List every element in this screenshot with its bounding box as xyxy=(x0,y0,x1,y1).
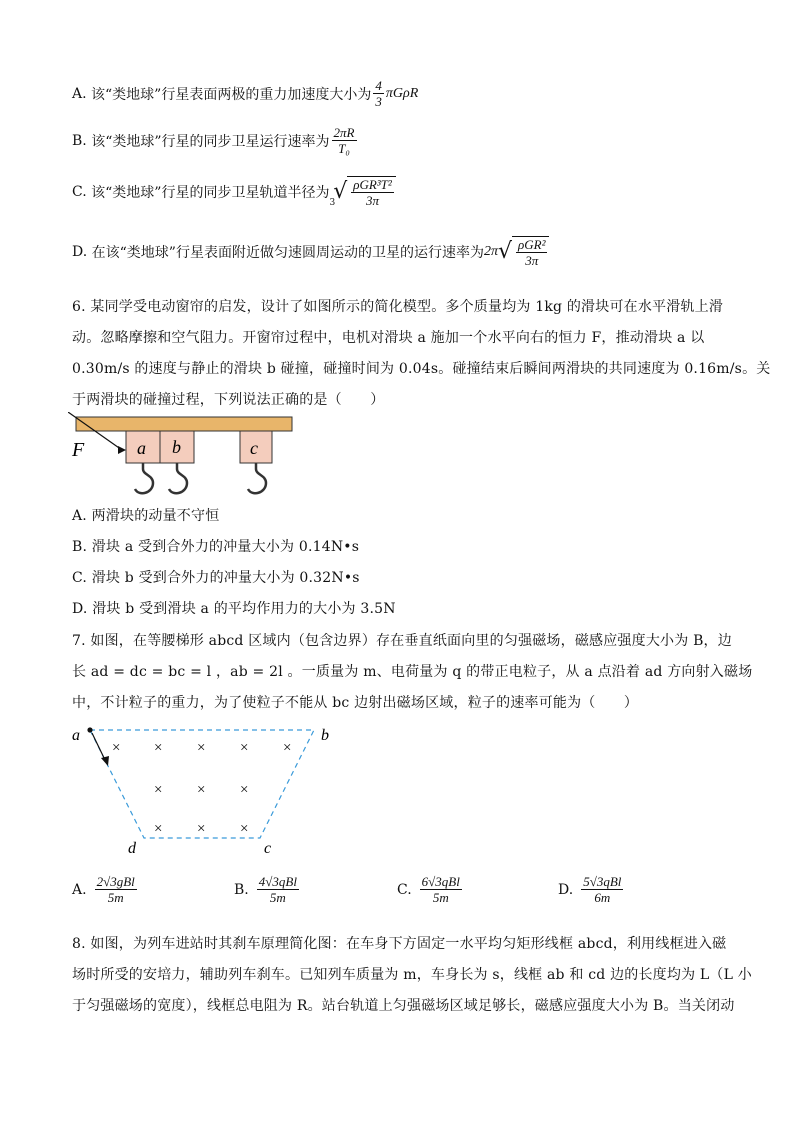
label-b: b xyxy=(321,727,329,744)
q5-option-a xyxy=(72,78,418,109)
option-label: A. xyxy=(72,85,87,102)
q6-stem-line-2: 动。忽略摩擦和空气阻力。开窗帘过程中，电机对滑块 a 施加一个水平向右的恒力 F，推动滑块 a 以 xyxy=(72,330,705,346)
label-a: a xyxy=(72,727,80,744)
option-label: C. xyxy=(72,184,87,200)
svg-text:×: × xyxy=(112,740,121,756)
coefficient: 2π xyxy=(483,244,498,259)
fraction: $\frac{2\pi R}{\text{T₀}}$ xyxy=(333,125,355,156)
option-label: D. xyxy=(72,244,88,260)
force-label: F xyxy=(72,439,85,461)
fraction: $\frac{\text{2√3gBl}}{5m}$ xyxy=(96,874,135,905)
q6-stem-line-1: 6. 某同学受电动窗帘的启发，设计了如图所示的简化模型。多个质量均为 1kg 的滑块可在水平滑轨上滑 xyxy=(72,299,724,315)
q7-option-a: A. $\frac{\text{2√3gBl}}{5m}$ xyxy=(72,874,135,905)
option-label: B. xyxy=(72,132,87,149)
q7-option-d: D. $\frac{\text{5√3qBl}}{6m}$ xyxy=(558,874,622,905)
q7-stem-line-2: 长 ad = dc = bc = l ，ab = 2l 。一质量为 m、电荷量为 q 的带正电粒子，从 a 点沿着 ad 方向射入磁场 xyxy=(72,664,753,680)
svg-text:×: × xyxy=(154,782,163,798)
svg-text:×: × xyxy=(197,740,206,756)
svg-text:×: × xyxy=(154,821,163,837)
svg-text:×: × xyxy=(240,821,249,837)
magnetic-field-marks xyxy=(112,740,291,837)
q8-stem-line-3: 于匀强磁场的宽度），线框总电阻为 R。站台轨道上匀强磁场区域足够长，磁感应强度大小为 B。当关闭动 xyxy=(72,998,735,1014)
q6-option-d: D. 滑块 b 受到滑块 a 的平均作用力的大小为 3.5N xyxy=(72,601,396,617)
rail xyxy=(76,417,292,431)
q7-option-c: C. $\frac{\text{6√3qBl}}{5m}$ xyxy=(397,874,460,905)
q8-stem-line-1: 8. 如图，为列车进站时其刹车原理简化图：在车身下方固定一水平均匀矩形线框 abcd，利用线框进入磁 xyxy=(72,936,727,952)
label-c: c xyxy=(264,840,272,857)
square-root: √ $\frac{\text{ρGR²}}{3\pi}$ xyxy=(498,236,550,268)
fraction: $\frac{\text{4√3qBl}}{5m}$ xyxy=(258,874,297,905)
q5-option-b xyxy=(72,125,359,156)
q7-option-b: B. $\frac{\text{4√3qBl}}{5m}$ xyxy=(234,874,297,905)
block-c-label: c xyxy=(250,438,258,458)
block-b-label: b xyxy=(172,437,181,457)
q5-option-d xyxy=(72,236,549,268)
q6-stem-line-3: 0.30m/s 的速度与静止的滑块 b 碰撞，碰撞时间为 0.04s。碰撞结束后瞬间两滑块的共同速度为 0.16m/s。关 xyxy=(72,361,771,377)
q6-stem-line-4: 于两滑块的碰撞过程，下列说法正确的是（ ） xyxy=(72,392,385,408)
formula-tail: πGρR xyxy=(385,85,419,101)
q5-option-c xyxy=(72,176,396,208)
svg-text:×: × xyxy=(240,782,249,798)
fraction: $\frac{\text{5√3qBl}}{6m}$ xyxy=(583,874,622,905)
q6-figure-sliders xyxy=(68,412,308,502)
svg-text:×: × xyxy=(154,740,163,756)
q7-stem-line-3: 中，不计粒子的重力，为了使粒子不能从 bc 边射出磁场区域，粒子的速率可能为（ ） xyxy=(72,695,639,711)
option-text: 该“类地球”行星的同步卫星运行速率为 xyxy=(91,133,330,150)
q7-stem-line-1: 7. 如图，在等腰梯形 abcd 区域内（包含边界）存在垂直纸面向里的匀强磁场，磁感应强度大小为 B，边 xyxy=(72,633,732,649)
cube-root: 3 √ $\frac{\text{ρGR³T²}}{3\pi}$ xyxy=(329,176,395,208)
q6-option-c: C. 滑块 b 受到合外力的冲量大小为 0.32N•s xyxy=(72,570,360,586)
label-d: d xyxy=(128,840,136,857)
block-a-label: a xyxy=(137,438,146,458)
svg-text:×: × xyxy=(197,821,206,837)
point-a xyxy=(87,727,92,732)
fraction: $\frac{4}{3}$ xyxy=(375,78,382,109)
q8-stem-line-2: 场时所受的安培力，辅助列车刹车。已知列车质量为 m，车身长为 s，线框 ab 和 cd 边的长度均为 L（L 小 xyxy=(72,967,752,983)
q6-option-b: B. 滑块 a 受到合外力的冲量大小为 0.14N•s xyxy=(72,539,360,555)
option-text: 该“类地球”行星表面两极的重力加速度大小为 xyxy=(91,86,372,103)
q6-option-a: A. 两滑块的动量不守恒 xyxy=(72,508,220,524)
option-text: 该“类地球”行星的同步卫星轨道半径为 xyxy=(91,185,330,201)
hook-icons xyxy=(135,463,266,493)
svg-text:×: × xyxy=(197,782,206,798)
svg-text:×: × xyxy=(240,740,249,756)
option-text: 在该“类地球”行星表面附近做匀速圆周运动的卫星的运行速率为 xyxy=(91,245,484,261)
fraction: $\frac{\text{6√3qBl}}{5m}$ xyxy=(421,874,460,905)
q7-figure-trapezoid xyxy=(64,718,344,858)
svg-text:×: × xyxy=(283,740,292,756)
